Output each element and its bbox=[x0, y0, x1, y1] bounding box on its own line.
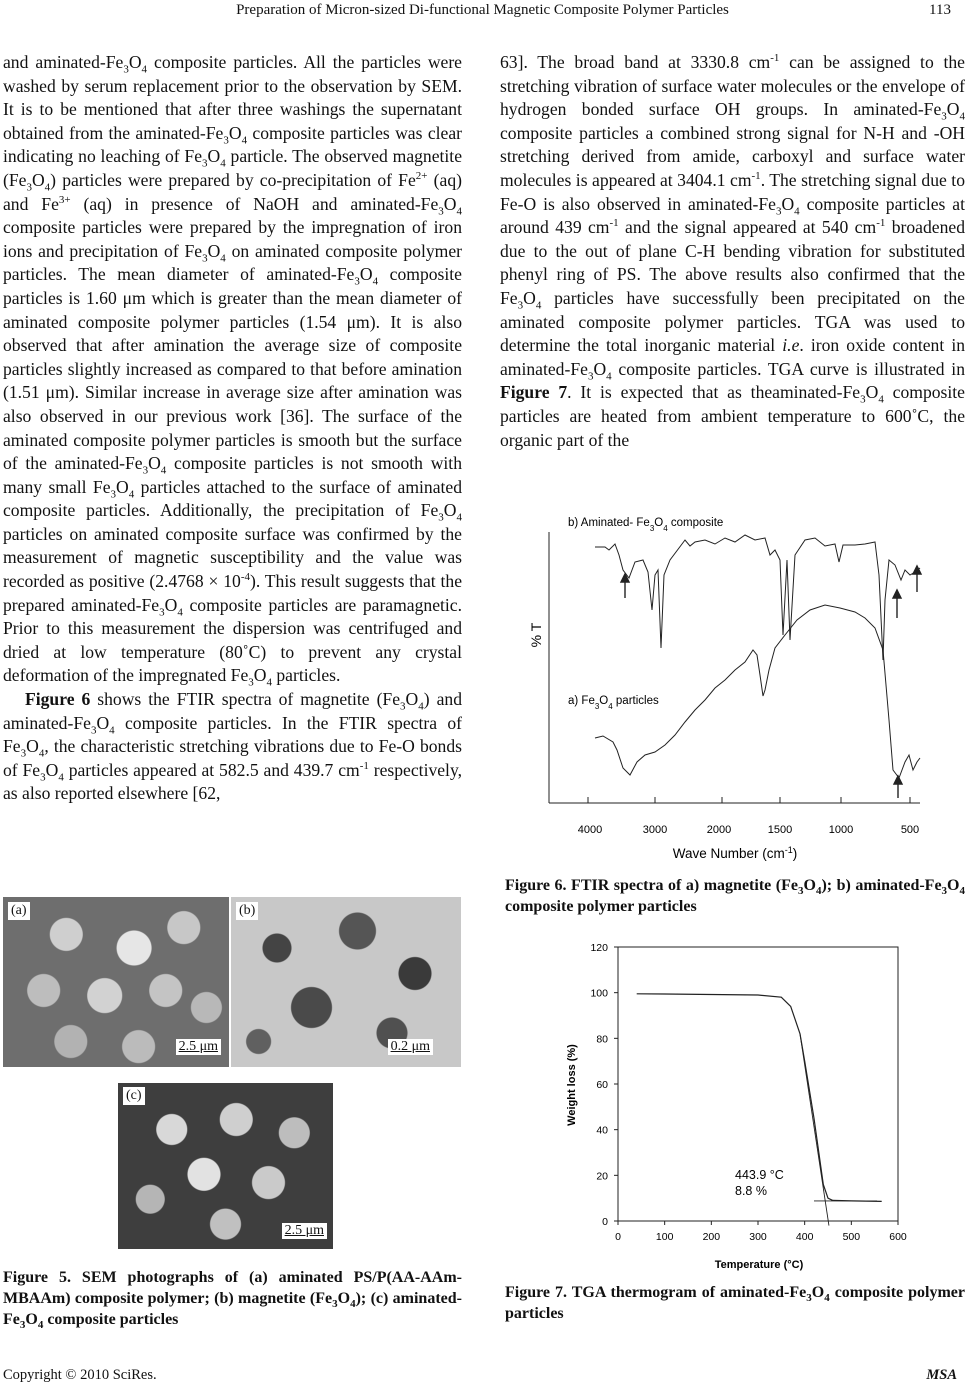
ftir-xtick-3: 1500 bbox=[767, 824, 793, 836]
tga-ytick-label: 60 bbox=[596, 1079, 608, 1091]
tga-ytick-label: 20 bbox=[596, 1170, 608, 1183]
tga-xtick-label: 100 bbox=[655, 1231, 674, 1243]
tga-xtick-label: 300 bbox=[749, 1231, 767, 1243]
sem-label-b: (b) bbox=[236, 902, 258, 920]
tga-ytick-label: 120 bbox=[590, 942, 608, 954]
ftir-arrows bbox=[621, 566, 921, 798]
ftir-label-b: b) Aminated- $Fe_3O_4$ composite bbox=[568, 517, 724, 533]
scale-bar-a: 2.5 μm bbox=[176, 1039, 221, 1055]
ftir-xlabel: Wave Number $(cm^{-1})$ bbox=[672, 845, 798, 861]
ftir-xtick-2: 2000 bbox=[706, 824, 732, 836]
scale-bar-b: 0.2 μm bbox=[388, 1039, 433, 1055]
figure6-caption: Figure 6. FTIR spectra of a) magnetite $(Fe_3O_4)$; b) aminated-$Fe_3O_4$ composite polymer particles bbox=[505, 877, 965, 915]
running-title: Preparation of Micron-sized Di-functional Magnetic Composite Polymer Particles bbox=[236, 2, 729, 18]
tga-annotation-residue: 8.8 % bbox=[735, 1184, 767, 1198]
ftir-xtick-1: 3000 bbox=[642, 824, 668, 836]
sem-image-a bbox=[3, 897, 229, 1067]
tga-ytick-label: 0 bbox=[602, 1216, 608, 1228]
ftir-series-a bbox=[595, 605, 920, 778]
ftir-xtick-5: 500 bbox=[900, 824, 920, 836]
tga-xlabel: Temperature (°C) bbox=[714, 1259, 804, 1271]
figure5-caption: Figure 5. SEM photographs of (a) aminated PS/P(AA-AAm-MBAAm) composite polymer; (b) magnetite $(Fe_3O_4)$; (c) aminated-$Fe_3O_4$ composite particles bbox=[3, 1269, 462, 1332]
ftir-xtick-0: 4000 bbox=[577, 824, 603, 836]
tga-xtick-label: 500 bbox=[842, 1231, 861, 1243]
scale-bar-c: 2.5 μm bbox=[282, 1223, 327, 1239]
sem-image-c bbox=[118, 1083, 333, 1249]
tga-ytick-label: 40 bbox=[596, 1124, 608, 1137]
body-text-right: 63]. The broad band at 3330.8 $cm^{-1}$ can be assigned to the stretching vibration of surface water molecules or the envelope of hydrogen bonded surface OH groups. In aminated-$Fe_3O_4$ composite particles a combined strong signal for N-H and -OH stretching derived from amide, carboxyl and surface water molecules is appeared at 3404.1 $cm^{-1}$. The stretching signal due to Fe-O is also observed in aminated-$Fe_3O_4$ composite particles at around 439 $cm^{-1}$ and the signal appeared at 540 $cm^{-1}$ broadened due to the out of plane C-H bending vibration for substituted phenyl ring of PS. The above results also confirmed that the $Fe_3O_4$ particles have successfully been precipitated on the aminated composite polymer particles. TGA was used to determine the total inorganic material i.e. iron oxide content in aminated-$Fe_3O_4$ composite particles. TGA curve is illustrated in Figure 7. It is expected that as theaminated-$Fe_3O_4$ composite particles are heated from ambient temperature to 600˚C, the organic part of the bbox=[500, 52, 965, 450]
ftir-series-b bbox=[595, 535, 920, 660]
tga-xtick-label: 200 bbox=[702, 1231, 721, 1243]
footer-copyright: Copyright © 2010 SciRes. bbox=[3, 1367, 157, 1383]
tga-ytick-label: 80 bbox=[596, 1033, 608, 1046]
body-text-left: and aminated-$Fe_3O_4$ composite particles. All the particles were washed by serum replacement prior to the observation by SEM. It is to be mentioned that after three washings the supernatant obtained from the aminated-$Fe_3O_4$ composite particles was clear indicating no leaching of $Fe_3O_4$ particle. The observed magnetite $(Fe_3O_4)$ particles were prepared by co-precipitation of $Fe^{2+}$ (aq) and $Fe^{3+}$ (aq) in presence of NaOH and aminated-$Fe_3O_4$ composite particles were prepared by the impregnation of iron ions and precipitation of $Fe_3O_4$ on aminated composite polymer particles. The mean diameter of aminated-$Fe_3O_4$ composite particles is 1.60 μm which is greater than the mean diameter of aminated composite polymer particles (1.54 μm). It is also observed that after amination the average size of composite particles slightly increased as compared to that before amination (1.51 μm). Similar increase in average size after amination was also observed in our previous work [36]. The surface of the aminated composite polymer particles is smooth but the surface of the aminated-$Fe_3O_4$ composite particles is not smooth with many small $Fe_3O_4$ particles attached to the surface of aminated composite particles. Additionally, the precipitation of $Fe_3O_4$ particles on aminated composite surface was confirmed by the measurement of magnetic susceptibility and the value was recorded as positive $(2.4768 \times 10^{-4})$. This result suggests that the prepared aminated-$Fe_3O_4$ composite particles are paramagnetic. Prior to this measurement the dispersion was centrifuged and dried at low temperature (80˚C) to prevent any crystal deformation of the impregnated $Fe_3O_4$ particles. Figure 6 shows the FTIR spectra of magnetite $(Fe_3O_4)$ and aminated-$Fe_3O_4$ composite particles. In the FTIR spectra of $Fe_3O_4$, the characteristic stretching vibrations due to Fe-O bonds of $Fe_3O_4$ particles appeared at 582.5 and 439.7 $cm^{-1}$ respectively, as also reported elsewhere [62, bbox=[3, 52, 463, 804]
tga-xtick-label: 0 bbox=[615, 1231, 621, 1243]
tga-annotation-temp: 443.9 °C bbox=[735, 1168, 784, 1182]
ftir-chart bbox=[505, 500, 960, 870]
sem-image-b bbox=[231, 897, 461, 1067]
footer-journal: MSA bbox=[926, 1367, 957, 1383]
tga-tangent-line bbox=[800, 1034, 829, 1226]
tga-xtick-label: 600 bbox=[889, 1231, 907, 1243]
ftir-label-a: a) $Fe_3O_4$ particles bbox=[568, 695, 659, 711]
tga-xtick-label: 400 bbox=[795, 1231, 814, 1243]
tga-ylabel: Weight loss (%) bbox=[566, 1044, 578, 1126]
figure7-caption: Figure 7. TGA thermogram of aminated-$Fe_3O_4$ composite polymer particles bbox=[505, 1284, 965, 1322]
ftir-xtick-4: 1000 bbox=[828, 824, 854, 836]
running-header bbox=[0, 2, 965, 22]
ftir-ylabel: % T bbox=[528, 622, 544, 648]
sem-label-c: (c) bbox=[123, 1087, 145, 1105]
tga-chart bbox=[545, 935, 925, 1280]
tga-ytick-label: 100 bbox=[590, 987, 608, 1000]
sem-label-a: (a) bbox=[8, 902, 30, 920]
page-number: 113 bbox=[929, 2, 951, 18]
